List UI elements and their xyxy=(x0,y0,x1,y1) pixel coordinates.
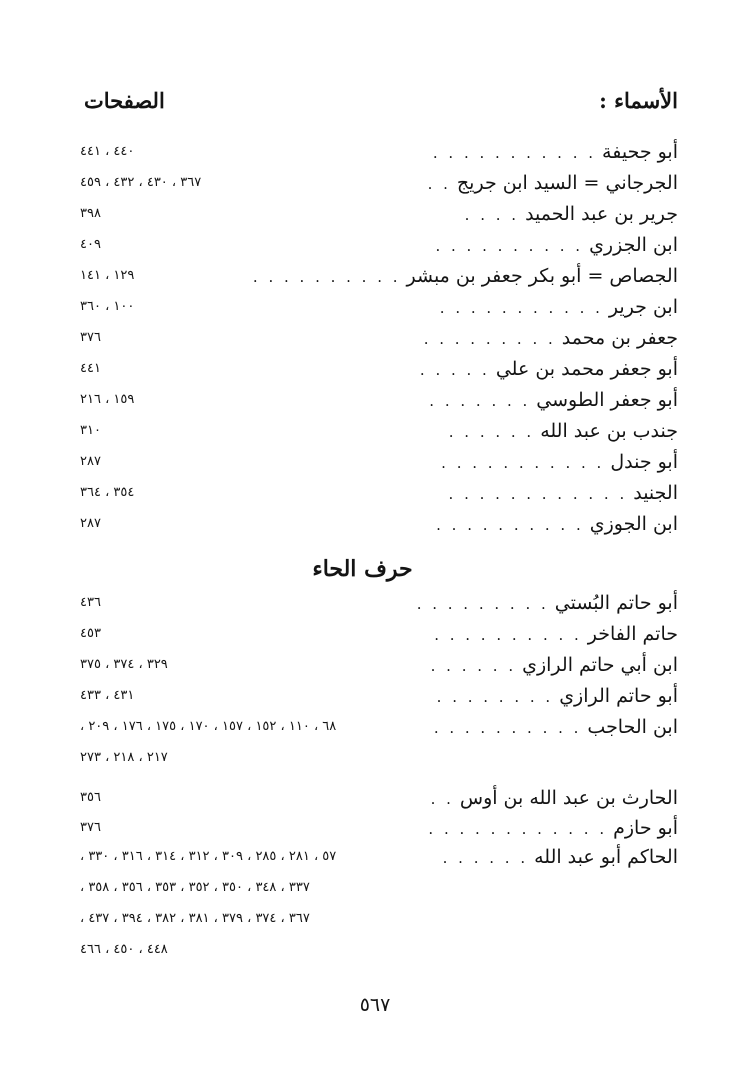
names-column-header: الأسماء : xyxy=(599,88,678,113)
leader-dots: . . . . . . . . . xyxy=(423,330,556,348)
entry-name: جندب بن عبد الله xyxy=(540,420,678,442)
leader-dots: . . . . . . . . . . xyxy=(434,626,582,644)
entry-pages: ٣٢٩ ، ٣٧٤ ، ٣٧٥ xyxy=(80,657,168,672)
entry-pages: ٣٩٨ xyxy=(80,206,101,221)
index-entry xyxy=(80,261,678,291)
entry-pages: ٣١٠ xyxy=(80,423,101,438)
entry-pages: ٢٨٧ xyxy=(80,454,101,469)
index-entry xyxy=(80,168,678,198)
entry-name: الحارث بن عبد الله بن أوس xyxy=(459,787,678,809)
entry-pages: ٤٠٩ xyxy=(80,237,101,252)
entry-pages: ١٥٩ ، ٢١٦ xyxy=(80,392,135,407)
entry-pages: ٤٣١ ، ٤٣٣ xyxy=(80,688,135,703)
leader-dots: . . . . . . . . xyxy=(436,688,554,706)
leader-dots: . . . . . . . . . . . . xyxy=(448,485,628,503)
index-entry xyxy=(80,447,678,477)
index-entry xyxy=(80,813,678,843)
leader-dots: . . . . xyxy=(464,206,520,224)
entry-pages: ٤٥٣ xyxy=(80,626,101,641)
leader-dots: . . xyxy=(430,790,454,808)
entry-name: ابن جرير xyxy=(608,296,678,318)
page-number: ٥٦٧ xyxy=(359,994,391,1016)
entry-name: أبو جندل xyxy=(610,451,678,473)
index-entry xyxy=(80,588,678,618)
index-entry xyxy=(80,199,678,229)
entry-name: الجنيد xyxy=(633,482,678,504)
entry-name: الجصاص = أبو بكر جعفر بن مبشر xyxy=(406,265,678,287)
index-entry xyxy=(80,509,678,539)
leader-dots: . . . . . . . . . xyxy=(416,595,549,613)
entry-name: ابن أبي حاتم الرازي xyxy=(522,654,678,676)
leader-dots: . . . . . . . . . . xyxy=(433,719,582,737)
index-entry xyxy=(80,354,678,384)
leader-dots: . . . . . . . . . . xyxy=(252,268,401,286)
leader-dots: . . . . . . . . . . xyxy=(436,516,584,534)
leader-dots: . . . . . xyxy=(419,361,490,379)
entry-pages: ٣٦٧ ، ٤٣٠ ، ٤٣٢ ، ٤٥٩ xyxy=(80,175,202,190)
entry-pages: ٥٧ ، ٢٨١ ، ٢٨٥ ، ٣٠٩ ، ٣١٢ ، ٣١٤ ، ٣١٦ ، ٣٣٠ ، xyxy=(80,849,337,864)
entry-pages: ١٢٩ ، ١٤١ xyxy=(80,268,135,283)
entry-name: أبو جعفر محمد بن علي xyxy=(495,358,678,380)
entry-pages: ٣٥٦ xyxy=(80,790,101,805)
entry-name: أبو جعفر الطوسي xyxy=(536,389,678,411)
index-entry xyxy=(80,292,678,322)
leader-dots: . . . . . . xyxy=(430,657,517,675)
leader-dots: . . . . . . . . . . . xyxy=(439,299,603,317)
entry-name: أبو حازم xyxy=(613,817,678,839)
leader-dots: . . . . . . xyxy=(442,849,529,867)
index-entry xyxy=(80,783,678,813)
entry-name: جعفر بن محمد xyxy=(561,327,678,349)
entry-name: أبو حاتم الرازي xyxy=(559,685,678,707)
entry-name: الجرجاني = السيد ابن جريج xyxy=(456,172,678,194)
entry-name: أبو جحيفة xyxy=(602,141,678,163)
leader-dots: . . . . . . . . . . . . xyxy=(428,820,608,838)
entry-pages: ٦٨ ، ١١٠ ، ١٥٢ ، ١٥٧ ، ١٧٠ ، ١٧٥ ، ١٧٦ ، ٢٠٩ ، xyxy=(80,719,337,734)
index-entries xyxy=(80,0,678,1087)
index-entry xyxy=(80,712,678,742)
entry-name: أبو حاتم البُستي xyxy=(554,592,678,614)
entry-pages-continued: ٣٦٧ ، ٣٧٤ ، ٣٧٩ ، ٣٨١ ، ٣٨٢ ، ٣٩٤ ، ٤٣٧ ، xyxy=(80,911,310,926)
section-heading: حرف الحاء xyxy=(312,556,413,582)
index-entry xyxy=(80,416,678,446)
index-entry xyxy=(80,842,678,872)
leader-dots: . . . . . . . xyxy=(429,392,531,410)
leader-dots: . . . . . . . . . . . xyxy=(432,144,597,162)
entry-name: جرير بن عبد الحميد xyxy=(525,203,678,225)
entry-pages: ٣٥٤ ، ٣٦٤ xyxy=(80,485,135,500)
entry-pages-continued: ٤٤٨ ، ٤٥٠ ، ٤٦٦ xyxy=(80,942,168,957)
entry-pages: ٣٧٦ xyxy=(80,820,101,835)
entry-pages: ٤٣٦ xyxy=(80,595,101,610)
index-entry xyxy=(80,650,678,680)
index-entry xyxy=(80,681,678,711)
entry-pages: ٢٨٧ xyxy=(80,516,101,531)
index-entry xyxy=(80,230,678,260)
leader-dots: . . . . . . . . . . xyxy=(435,237,584,255)
entry-pages: ١٠٠ ، ٣٦٠ xyxy=(80,299,135,314)
index-entry xyxy=(80,385,678,415)
index-entry xyxy=(80,137,678,167)
index-entry xyxy=(80,619,678,649)
entry-name: الحاكم أبو عبد الله xyxy=(534,846,678,868)
entry-pages-continued: ٣٣٧ ، ٣٤٨ ، ٣٥٠ ، ٣٥٢ ، ٣٥٣ ، ٣٥٦ ، ٣٥٨ ، xyxy=(80,880,310,895)
entry-name: ابن الجزري xyxy=(589,234,678,256)
entry-name: ابن الجوزي xyxy=(589,513,678,535)
entry-pages: ٤٤١ xyxy=(80,361,101,376)
pages-column-header: الصفحات xyxy=(84,88,165,113)
leader-dots: . . . . . . xyxy=(448,423,535,441)
index-entry xyxy=(80,478,678,508)
index-entry xyxy=(80,323,678,353)
entry-pages: ٤٤٠ ، ٤٤١ xyxy=(80,144,135,159)
entry-pages: ٣٧٦ xyxy=(80,330,101,345)
leader-dots: . . xyxy=(427,175,451,193)
entry-pages-continued: ٢١٧ ، ٢١٨ ، ٢٧٣ xyxy=(80,750,168,765)
leader-dots: . . . . . . . . . . . xyxy=(441,454,605,472)
entry-name: حاتم الفاخر xyxy=(587,623,678,645)
entry-name: ابن الحاجب xyxy=(587,716,678,738)
